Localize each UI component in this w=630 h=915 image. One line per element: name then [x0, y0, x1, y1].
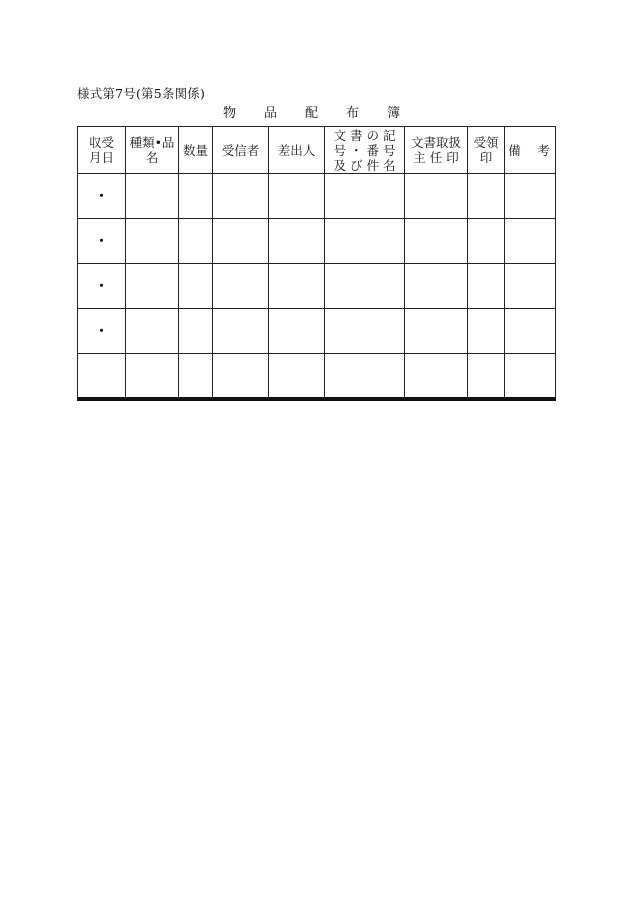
header-officer-seal: 文書取扱 主 任 印	[405, 127, 468, 174]
cell-quantity[interactable]	[179, 264, 213, 309]
cell-document-ref[interactable]	[325, 264, 405, 309]
header-document-ref: 文 書 の 記 号 ・ 番 号 及 び 件 名	[325, 127, 405, 174]
cell-receipt-seal[interactable]	[468, 174, 505, 219]
header-receipt-seal: 受領 印	[468, 127, 505, 174]
form-title	[223, 102, 400, 121]
cell-sender[interactable]	[269, 354, 325, 399]
cell-remarks[interactable]	[505, 264, 556, 309]
cell-quantity[interactable]	[179, 309, 213, 354]
cell-document-ref[interactable]	[325, 309, 405, 354]
cell-sender[interactable]	[269, 219, 325, 264]
cell-receipt-seal[interactable]	[468, 219, 505, 264]
cell-date[interactable]: ・	[78, 264, 126, 309]
cell-item[interactable]	[126, 219, 179, 264]
header-recipient: 受信者	[213, 127, 269, 174]
table-row	[78, 309, 556, 354]
cell-remarks[interactable]	[505, 354, 556, 399]
header-type-item-name: 種類•品 名	[126, 127, 179, 174]
cell-officer-seal[interactable]	[405, 174, 468, 219]
cell-date[interactable]	[78, 354, 126, 399]
header-sender: 差出人	[269, 127, 325, 174]
cell-recipient[interactable]	[213, 174, 269, 219]
distribution-ledger-table	[77, 126, 556, 401]
cell-receipt-seal[interactable]	[468, 264, 505, 309]
cell-item[interactable]	[126, 174, 179, 219]
table-row	[78, 174, 556, 219]
cell-receipt-seal[interactable]	[468, 309, 505, 354]
cell-quantity[interactable]	[179, 174, 213, 219]
cell-quantity[interactable]	[179, 219, 213, 264]
cell-date[interactable]: ・	[78, 219, 126, 264]
cell-sender[interactable]	[269, 264, 325, 309]
cell-sender[interactable]	[269, 309, 325, 354]
header-quantity: 数量	[179, 127, 213, 174]
cell-recipient[interactable]	[213, 354, 269, 399]
cell-recipient[interactable]	[213, 219, 269, 264]
cell-remarks[interactable]	[505, 309, 556, 354]
cell-document-ref[interactable]	[325, 174, 405, 219]
cell-officer-seal[interactable]	[405, 309, 468, 354]
form-title-char: 配	[305, 106, 319, 121]
header-received-date: 収受 月日	[78, 127, 126, 174]
form-label: 様式第7号(第5条関係)	[77, 86, 206, 101]
cell-item[interactable]	[126, 264, 179, 309]
table-row	[78, 264, 556, 309]
table-row	[78, 219, 556, 264]
cell-officer-seal[interactable]	[405, 264, 468, 309]
cell-officer-seal[interactable]	[405, 219, 468, 264]
form-title-char: 布	[346, 106, 360, 121]
cell-remarks[interactable]	[505, 219, 556, 264]
cell-item[interactable]	[126, 354, 179, 399]
form-title-char: 物	[223, 106, 237, 121]
cell-recipient[interactable]	[213, 309, 269, 354]
cell-sender[interactable]	[269, 174, 325, 219]
cell-recipient[interactable]	[213, 264, 269, 309]
cell-document-ref[interactable]	[325, 219, 405, 264]
table-header-row	[78, 127, 556, 174]
cell-receipt-seal[interactable]	[468, 354, 505, 399]
form-title-char: 品	[264, 106, 278, 121]
cell-quantity[interactable]	[179, 354, 213, 399]
cell-item[interactable]	[126, 309, 179, 354]
cell-officer-seal[interactable]	[405, 354, 468, 399]
cell-date[interactable]: ・	[78, 174, 126, 219]
table-row	[78, 354, 556, 399]
cell-document-ref[interactable]	[325, 354, 405, 399]
form-title-char: 簿	[387, 106, 401, 121]
header-remarks: 備 考	[505, 127, 556, 174]
cell-date[interactable]: ・	[78, 309, 126, 354]
cell-remarks[interactable]	[505, 174, 556, 219]
